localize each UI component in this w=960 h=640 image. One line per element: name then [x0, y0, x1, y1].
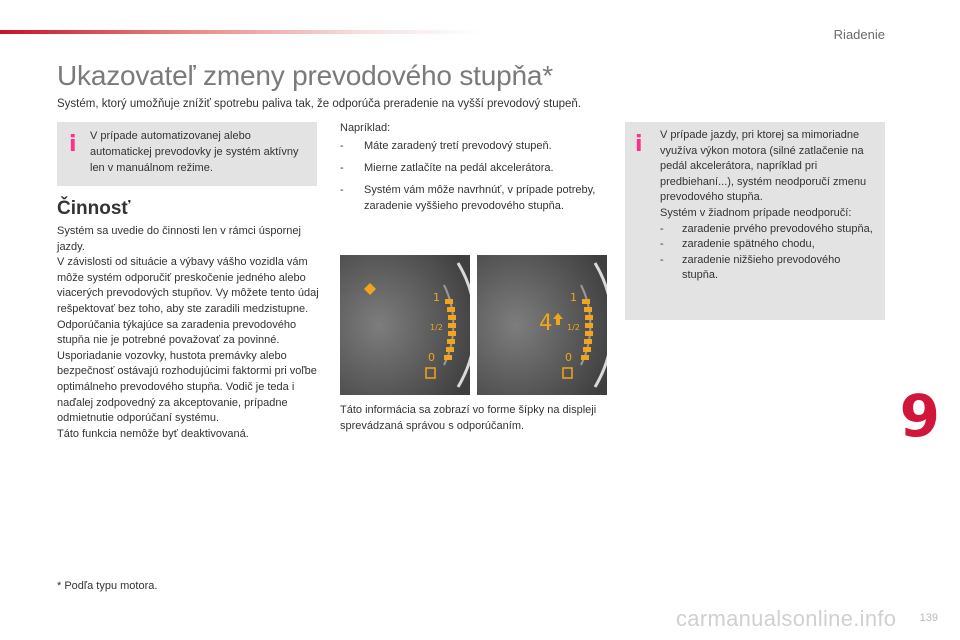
- example-title: Napríklad:: [340, 122, 391, 134]
- operation-description: Systém sa uvedie do činnosti len v rámci úspornej jazdy. V závislosti od situácie a výbavy vášho vozidla vám môže systém odporučiť preskočenie jedného alebo viacerých prevodových stupňov. Vy môžete tento údaj rešpektovať bez toho, aby ste zaradili medzistupne. Odporúčania týkajúce sa zaradenia prevodového stupňa nie je potrebné považovať za povinné. Usporiadanie vozovky, hustota premávky alebo bezpečnosť ostávajú rozhodujúcimi faktormi pri voľbe optimálneho prevodového stupňa. Vodič je teda i naďalej zodpovedný za akceptovanie, prípadne odmietnutie odporúčaní systému. Táto funkcia nemôže byť deaktivovaná.: [57, 225, 319, 440]
- gauge-label-full: 1: [570, 291, 577, 304]
- info-box-text-2: Systém v žiadnom prípade neodporučí:: [660, 206, 852, 219]
- page-title: Ukazovateľ zmeny prevodového stupňa*: [57, 60, 553, 91]
- info-box-transmission: [57, 122, 317, 186]
- info-box-text: V prípade automatizovanej alebo automatickej prevodovky je systém aktívny len v manuálnom režime.: [90, 130, 299, 174]
- dashboard-gauge-before: [340, 255, 470, 395]
- gauge-label-empty: 0: [565, 351, 572, 364]
- header-accent-bar: [0, 30, 480, 34]
- recommended-gear: 4: [539, 311, 553, 336]
- info-box-power: [625, 122, 885, 320]
- list-item: - Mierne zatlačíte na pedál akcelerátora.: [340, 162, 554, 174]
- list-item: - Systém vám môže navrhnúť, v prípade potreby, zaradenie vyššieho prevodového stupňa.: [340, 184, 596, 212]
- gauge-label-half: 1/2: [567, 323, 580, 332]
- dashboard-gauge-after: [477, 255, 607, 395]
- section-title: Činnosť: [57, 198, 131, 219]
- illustration-caption: Táto informácia sa zobrazí vo forme šípky na displeji sprevádzaná správou s odporúčaním.: [340, 404, 597, 432]
- list-item: - Máte zaradený tretí prevodový stupeň.: [340, 140, 552, 152]
- chapter-number: 9: [899, 382, 940, 450]
- info-icon: i: [635, 132, 643, 157]
- gear-indicator-illustration: [340, 255, 604, 395]
- page-number: 139: [919, 612, 938, 624]
- list-item: - zaradenie spätného chodu,: [660, 238, 815, 251]
- example-list: [340, 138, 605, 220]
- info-box-text: V prípade jazdy, pri ktorej sa mimoriadne využíva výkon motora (silné zatlačenie na pedál akcelerátora, napríklad pri predbiehaní...), systém neodporučí zmenu prevodového stupňa.: [660, 129, 867, 204]
- footnote: * Podľa typu motora.: [57, 580, 158, 592]
- not-recommended-list: [660, 222, 878, 284]
- gauge-label-empty: 0: [428, 351, 435, 364]
- section-name: Riadenie: [833, 27, 885, 42]
- intro-text: Systém, ktorý umožňuje znížiť spotrebu paliva tak, že odporúča preradenie na vyšší prevodový stupeň.: [57, 98, 582, 110]
- list-item: - zaradenie prvého prevodového stupňa,: [660, 222, 873, 235]
- list-item: - zaradenie nižšieho prevodového stupňa.: [660, 253, 841, 282]
- info-icon: i: [69, 132, 77, 157]
- gauge-label-half: 1/2: [430, 323, 443, 332]
- gauge-label-full: 1: [433, 291, 440, 304]
- watermark: carmanualsonline.info: [676, 606, 897, 631]
